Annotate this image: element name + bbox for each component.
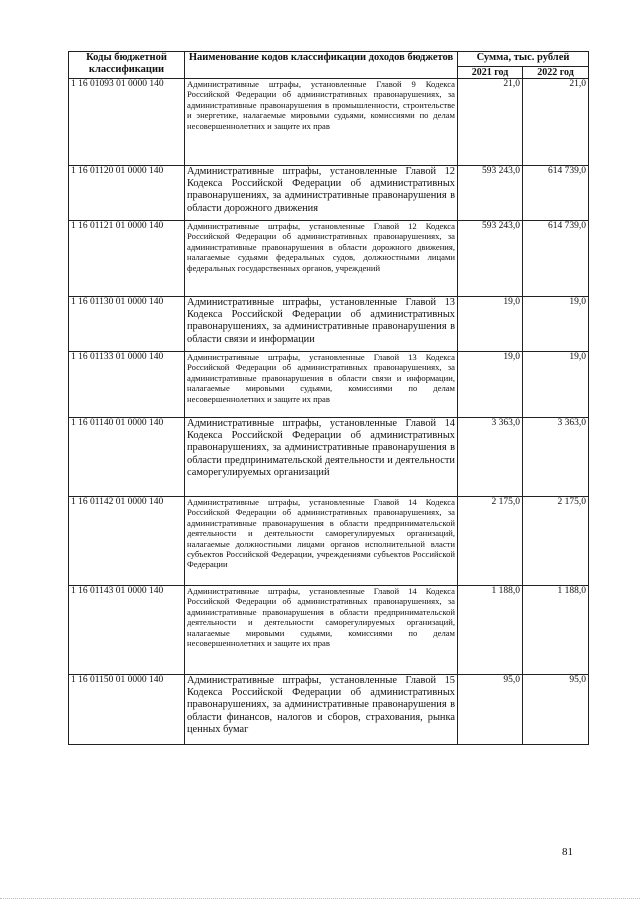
row-code: 1 16 01150 01 0000 140 — [69, 675, 185, 745]
row-sum-2021: 3 363,0 — [458, 418, 523, 497]
table-row — [69, 352, 589, 418]
header-year-2021: 2021 год — [458, 67, 523, 79]
row-sum-2022: 3 363,0 — [523, 418, 589, 497]
row-sum-2021: 21,0 — [458, 79, 523, 166]
row-name: Административные штрафы, установленные Главой 9 Кодекса Российской Федерации об административных правонарушениях, за административные правонарушения в промышленности, строительстве и энергетике, налагаемые мировыми судьями, комиссиями по делам несовершеннолетних и защите их прав — [185, 79, 458, 166]
row-sum-2021: 95,0 — [458, 675, 523, 745]
row-sum-2022: 19,0 — [523, 297, 589, 352]
row-sum-2021: 593 243,0 — [458, 166, 523, 221]
row-name: Административные штрафы, установленные Главой 14 Кодекса Российской Федерации об административных правонарушениях, за административные правонарушения в области предпринимательской деятельности и деятельности саморегулируемых организаций, налагаемые мировыми судьями, комиссиями по делам несовершеннолетних и защите их прав — [185, 586, 458, 675]
header-year-2022: 2022 год — [523, 67, 589, 79]
row-code: 1 16 01133 01 0000 140 — [69, 352, 185, 418]
row-code: 1 16 01120 01 0000 140 — [69, 166, 185, 221]
row-sum-2022: 614 739,0 — [523, 221, 589, 297]
budget-classification-table — [68, 51, 589, 745]
table-row — [69, 497, 589, 586]
row-code: 1 16 01143 01 0000 140 — [69, 586, 185, 675]
budget-sheet — [68, 51, 588, 745]
row-sum-2022: 95,0 — [523, 675, 589, 745]
row-code: 1 16 01142 01 0000 140 — [69, 497, 185, 586]
row-name: Административные штрафы, установленные Главой 13 Кодекса Российской Федерации об административных правонарушениях, за административные правонарушения в области связи и информации, налагаемые мировыми судьями, комиссиями по делам несовершеннолетних и защите их прав — [185, 352, 458, 418]
row-name: Административные штрафы, установленные Главой 14 Кодекса Российской Федерации об административных правонарушениях, за административные правонарушения в области предпринимательской деятельности и деятельности саморегулируемых организаций — [185, 418, 458, 497]
row-sum-2021: 19,0 — [458, 352, 523, 418]
row-sum-2022: 2 175,0 — [523, 497, 589, 586]
header-name: Наименование кодов классификации доходов бюджетов — [185, 52, 458, 79]
table-row — [69, 675, 589, 745]
row-name: Административные штрафы, установленные Главой 14 Кодекса Российской Федерации об административных правонарушениях, за административные правонарушения в области предпринимательской деятельности и деятельности саморегулируемых организаций, налагаемые должностными лицами органов исполнительной власти субъектов Российской Федерации, учреждениями субъектов Российской Федерации — [185, 497, 458, 586]
table-row — [69, 297, 589, 352]
header-codes: Коды бюджетной классификации — [69, 52, 185, 79]
table-row — [69, 586, 589, 675]
row-code: 1 16 01121 01 0000 140 — [69, 221, 185, 297]
row-code: 1 16 01140 01 0000 140 — [69, 418, 185, 497]
row-code: 1 16 01093 01 0000 140 — [69, 79, 185, 166]
row-sum-2022: 19,0 — [523, 352, 589, 418]
row-sum-2022: 1 188,0 — [523, 586, 589, 675]
row-sum-2022: 614 739,0 — [523, 166, 589, 221]
scan-edge-divider — [0, 898, 640, 899]
row-sum-2021: 1 188,0 — [458, 586, 523, 675]
table-row — [69, 418, 589, 497]
header-sum: Сумма, тыс. рублей — [458, 52, 589, 67]
row-code: 1 16 01130 01 0000 140 — [69, 297, 185, 352]
row-sum-2021: 2 175,0 — [458, 497, 523, 586]
row-name: Административные штрафы, установленные Главой 12 Кодекса Российской Федерации об административных правонарушениях, за административные правонарушения в области дорожного движения — [185, 166, 458, 221]
row-name: Административные штрафы, установленные Главой 15 Кодекса Российской Федерации об административных правонарушениях, за административные правонарушения в области финансов, налогов и сборов, страхования, рынка ценных бумаг — [185, 675, 458, 745]
row-sum-2021: 593 243,0 — [458, 221, 523, 297]
row-name: Административные штрафы, установленные Главой 13 Кодекса Российской Федерации об административных правонарушениях, за административные правонарушения в области связи и информации — [185, 297, 458, 352]
table-row — [69, 79, 589, 166]
table-row — [69, 166, 589, 221]
row-sum-2021: 19,0 — [458, 297, 523, 352]
row-name: Административные штрафы, установленные Главой 12 Кодекса Российской Федерации об административных правонарушениях, за административные правонарушения в области дорожного движения, налагаемые судьями федеральных судов, должностными лицами федеральных государственных органов, учреждений — [185, 221, 458, 297]
page-number: 81 — [562, 846, 573, 858]
table-row — [69, 221, 589, 297]
row-sum-2022: 21,0 — [523, 79, 589, 166]
